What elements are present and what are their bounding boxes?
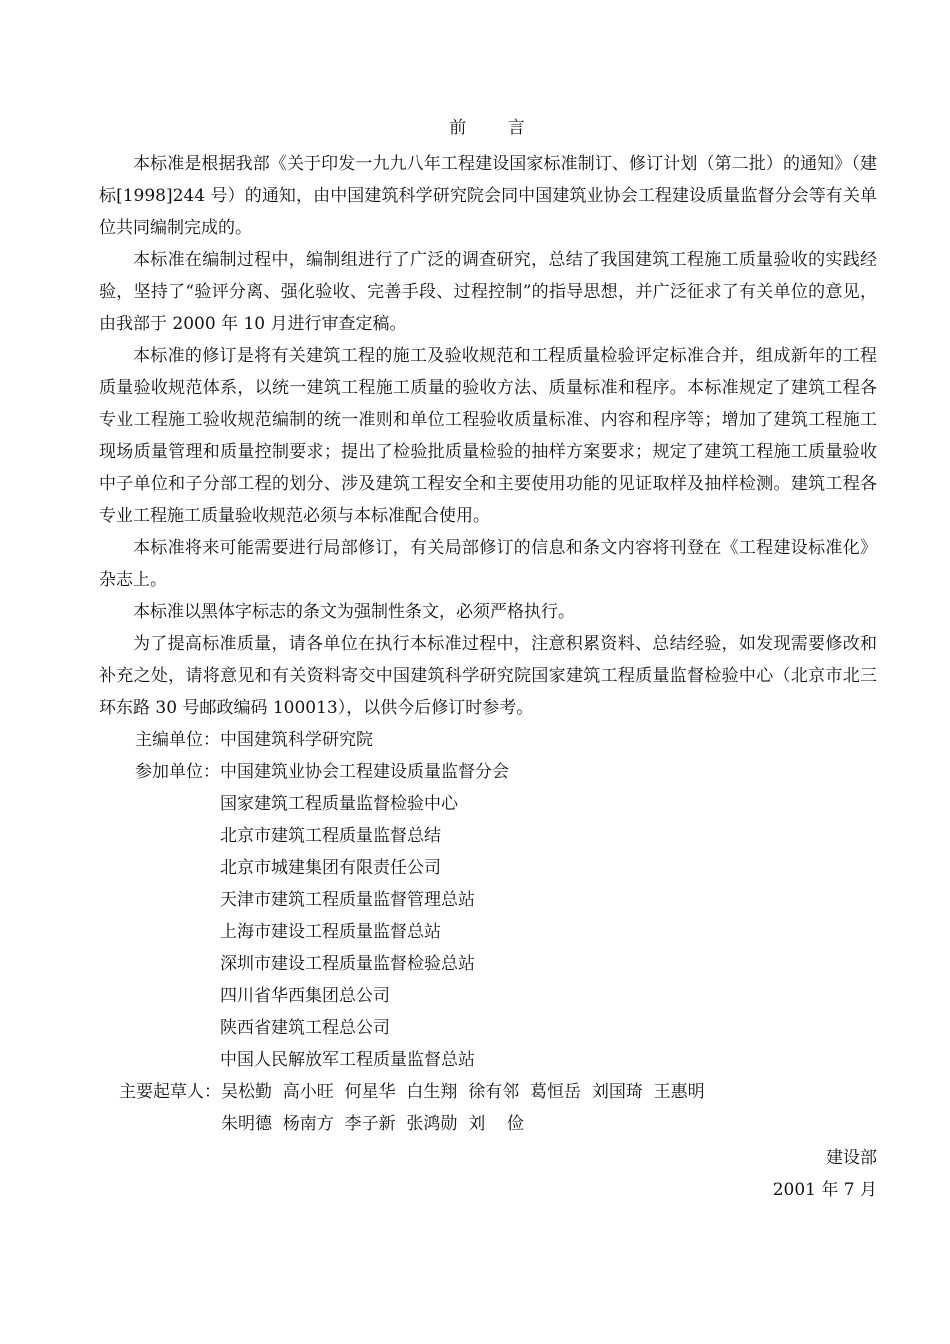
chief-unit-label: 主编单位：: [135, 730, 220, 750]
chief-unit-row: [99, 724, 877, 756]
chief-unit-value: 中国建筑科学研究院: [220, 730, 373, 750]
participant-unit: 北京市城建集团有限责任公司: [220, 858, 441, 878]
paragraph-3: 本标准的修订是将有关建筑工程的施工及验收规范和工程质量检验评定标准合并，组成新年的工程质量验收规范体系，以统一建筑工程施工质量的验收方法、质量标准和程序。本标准规定了建筑工程各专业工程施工验收规范编制的统一准则和单位工程验收质量标准、内容和程序等；增加了建筑工程施工现场质量管理和质量控制要求；提出了检验批质量检验的抽样方案要求；规定了建筑工程施工质量验收中子单位和子分部工程的划分、涉及建筑工程安全和主要使用功能的见证取样及抽样检测。建筑工程各专业工程施工质量验收规范必须与本标准配合使用。: [99, 346, 877, 526]
participant-unit: 国家建筑工程质量监督检验中心: [220, 794, 458, 814]
signature-date: 2001 年 7 月: [772, 1180, 877, 1200]
page-title: 前 言: [449, 118, 543, 138]
participant-unit: 四川省华西集团总公司: [220, 986, 390, 1006]
drafters-row: [99, 1076, 877, 1140]
drafters-line-1: 吴松勤 高小旺 何星华 白生翔 徐有邻 葛恒岳 刘国琦 王惠明: [221, 1082, 705, 1102]
paragraph-1: 本标准是根据我部《关于印发一九九八年工程建设国家标准制订、修订计划（第二批）的通知》（建标[1998]244 号）的通知，由中国建筑科学研究院会同中国建筑业协会工程建设质量监督分会等有关单位共同编制完成的。: [99, 154, 877, 238]
participant-unit: 天津市建筑工程质量监督管理总站: [220, 890, 475, 910]
paragraph-6: 为了提高标准质量，请各单位在执行本标准过程中，注意积累资料、总结经验，如发现需要修改和补充之处，请将意见和有关资料寄交中国建筑科学研究院国家建筑工程质量监督检验中心（北京市北三环东路 30 号邮政编码 100013），以供今后修订时参考。: [99, 634, 877, 718]
participants-label: 参加单位：: [135, 762, 220, 782]
paragraph-4: 本标准将来可能需要进行局部修订，有关局部修订的信息和条文内容将刊登在《工程建设标准化》杂志上。: [99, 538, 877, 590]
drafters-label: 主要起草人：: [119, 1082, 221, 1102]
drafters-list: [221, 1076, 705, 1140]
participant-unit: 上海市建设工程质量监督总站: [220, 922, 441, 942]
participant-unit: 深圳市建设工程质量监督检验总站: [220, 954, 475, 974]
participants-list: [220, 756, 509, 1076]
signature-org: 建设部: [826, 1148, 877, 1168]
participant-unit: 北京市建筑工程质量监督总结: [220, 826, 441, 846]
drafters-line-2: 朱明德 杨南方 李子新 张鸿勋 刘 俭: [221, 1114, 524, 1134]
participants-row: [99, 756, 877, 1076]
participant-unit: 中国人民解放军工程质量监督总站: [220, 1050, 475, 1070]
paragraph-2: 本标准在编制过程中，编制组进行了广泛的调查研究，总结了我国建筑工程施工质量验收的实践经验，坚持了“验评分离、强化验收、完善手段、过程控制”的指导思想，并广泛征求了有关单位的意见，由我部于 2000 年 10 月进行审查定稿。: [99, 250, 877, 334]
participant-unit: 陕西省建筑工程总公司: [220, 1018, 390, 1038]
signature-block: [99, 1142, 877, 1206]
paragraph-5: 本标准以黑体字标志的条文为强制性条文，必须严格执行。: [133, 602, 575, 622]
participant-unit: 中国建筑业协会工程建设质量监督分会: [220, 762, 509, 782]
